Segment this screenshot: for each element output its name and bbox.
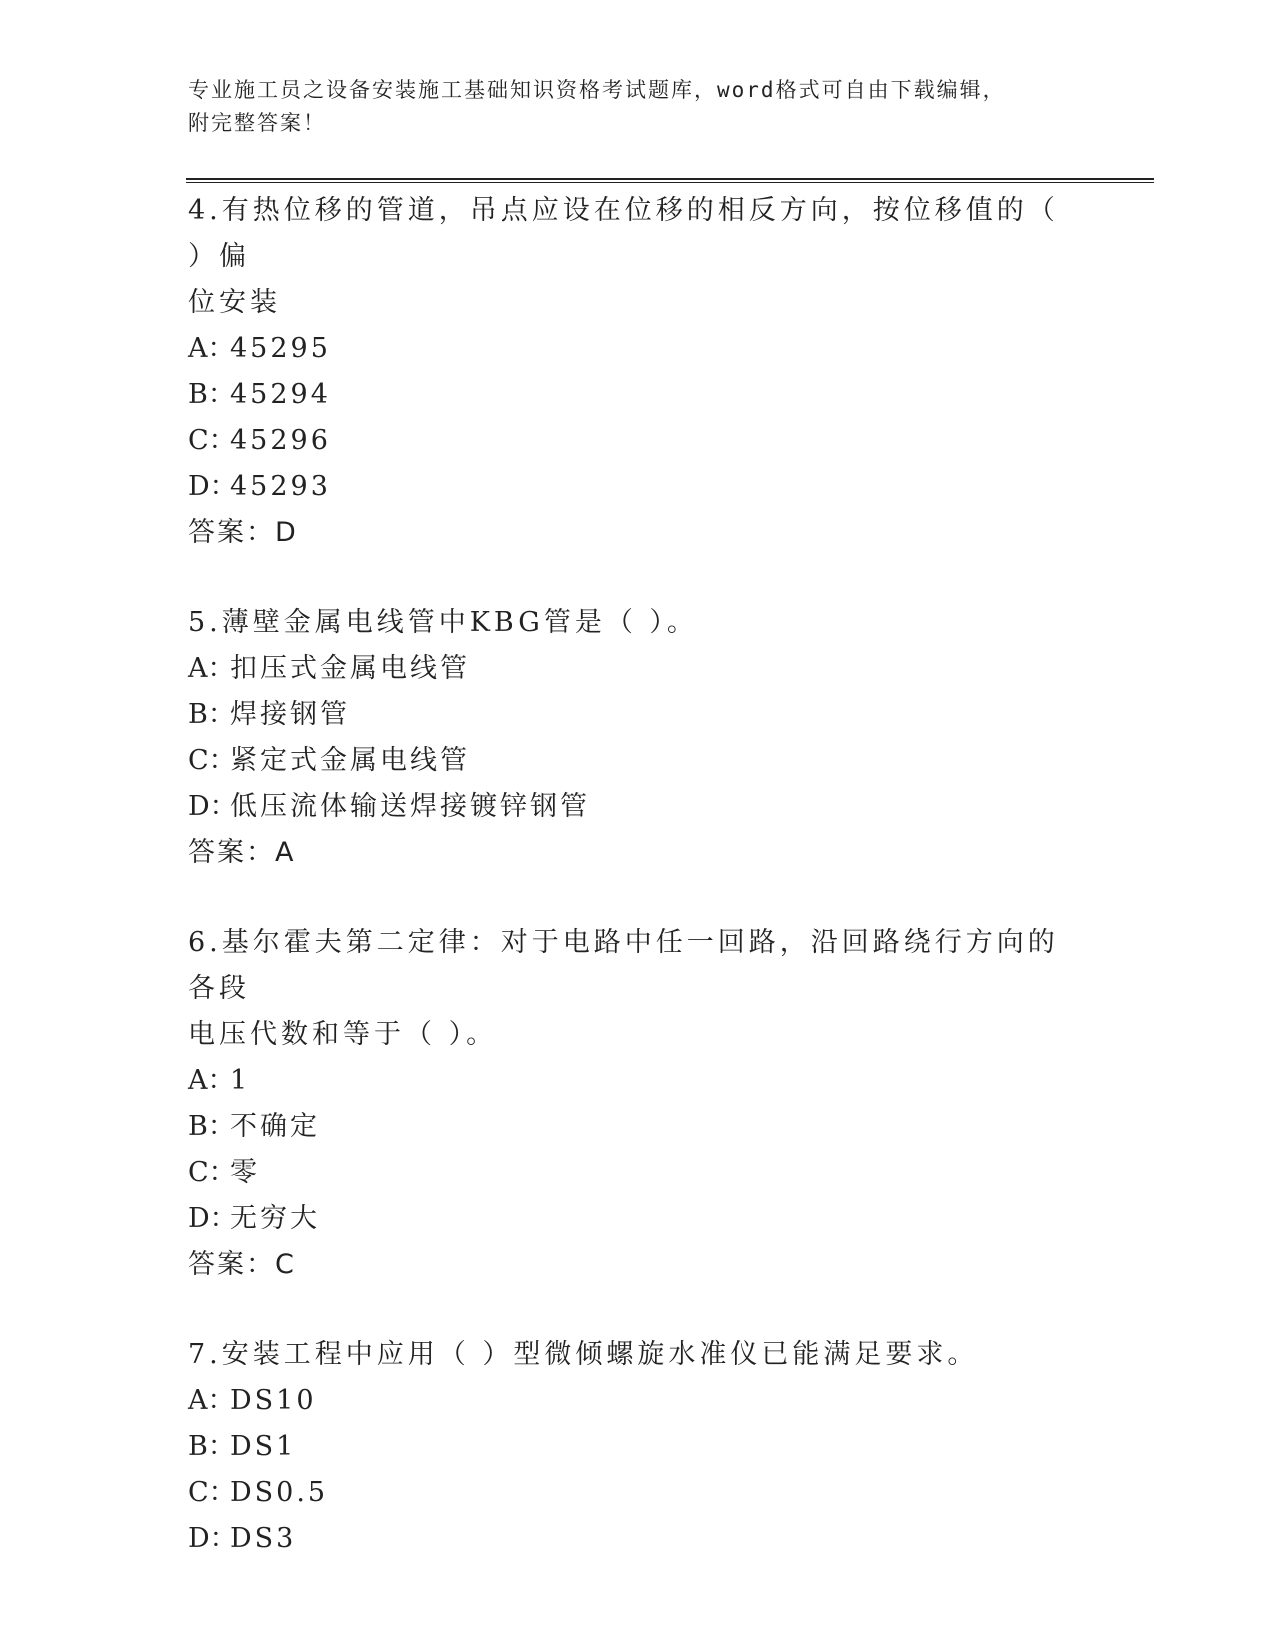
option-text: DS1 (230, 1431, 297, 1462)
option-letter: B： (188, 699, 235, 730)
option-c (188, 738, 1088, 784)
question-text-line-2: 电压代数和等于（ ）。 (188, 1019, 498, 1050)
option-a (188, 646, 1088, 692)
option-b (188, 372, 1088, 418)
document-header (188, 74, 1068, 140)
option-letter: D： (188, 1203, 237, 1234)
option-text: 零 (230, 1157, 260, 1188)
answer-line: 答案：D (188, 517, 298, 548)
option-letter: C： (188, 745, 236, 776)
option-d (188, 1196, 1088, 1242)
option-c (188, 1470, 1088, 1516)
answer-line: 答案：A (188, 837, 296, 868)
header-divider-thin (186, 182, 1154, 183)
question-text (188, 600, 1088, 646)
option-letter: B： (188, 1111, 235, 1142)
header-line-1: 专业施工员之设备安装施工基础知识资格考试题库，word格式可自由下载编辑， (188, 78, 1006, 102)
option-letter: A： (188, 1065, 235, 1096)
option-text: 焊接钢管 (230, 699, 350, 730)
option-text: DS10 (230, 1385, 317, 1416)
option-letter: D： (188, 471, 237, 502)
option-letter: A： (188, 653, 235, 684)
option-c (188, 418, 1088, 464)
question-text (188, 188, 1088, 326)
question-text (188, 920, 1088, 1058)
option-text: 低压流体输送焊接镀锌钢管 (230, 791, 590, 822)
option-text: 扣压式金属电线管 (230, 653, 470, 684)
option-text: 45296 (230, 425, 331, 456)
question-5 (188, 600, 1088, 876)
option-d (188, 784, 1088, 830)
header-divider-thick (186, 178, 1154, 180)
option-letter: A： (188, 1385, 235, 1416)
option-text: 无穷大 (230, 1203, 320, 1234)
question-spacer (188, 1288, 1088, 1332)
question-text-line-1: 6.基尔霍夫第二定律：对于电路中任一回路，沿回路绕行方向的各段 (188, 927, 1059, 1004)
option-text: 45293 (230, 471, 331, 502)
question-6 (188, 920, 1088, 1288)
option-letter: C： (188, 1477, 236, 1508)
option-letter: B： (188, 379, 235, 410)
question-list (188, 188, 1088, 1562)
header-line-2: 附完整答案！ (188, 111, 326, 135)
option-text: DS3 (230, 1523, 297, 1554)
option-b (188, 692, 1088, 738)
option-text: 不确定 (230, 1111, 320, 1142)
option-text: 1 (230, 1065, 251, 1096)
option-d (188, 1516, 1088, 1562)
option-a (188, 1378, 1088, 1424)
option-text: DS0.5 (230, 1477, 329, 1508)
question-spacer (188, 876, 1088, 920)
option-b (188, 1424, 1088, 1470)
question-text-line-1: 4.有热位移的管道，吊点应设在位移的相反方向，按位移值的（ ）偏 (188, 195, 1059, 272)
question-text-line-2: 位安装 (188, 287, 281, 318)
option-text: 45294 (230, 379, 331, 410)
option-text: 紧定式金属电线管 (230, 745, 470, 776)
question-7 (188, 1332, 1088, 1562)
question-text (188, 1332, 1088, 1378)
option-letter: D： (188, 791, 237, 822)
question-text-line-1: 5.薄壁金属电线管中KBG管是（ ）。 (188, 607, 698, 638)
option-d (188, 464, 1088, 510)
option-text: 45295 (230, 333, 331, 364)
option-letter: C： (188, 1157, 236, 1188)
option-letter: D： (188, 1523, 237, 1554)
option-c (188, 1150, 1088, 1196)
question-text-line-1: 7.安装工程中应用（ ）型微倾螺旋水准仪已能满足要求。 (188, 1339, 979, 1370)
option-letter: A： (188, 333, 235, 364)
option-a (188, 1058, 1088, 1104)
question-spacer (188, 556, 1088, 600)
option-letter: C： (188, 425, 236, 456)
question-4 (188, 188, 1088, 556)
option-letter: B： (188, 1431, 235, 1462)
answer-line: 答案：C (188, 1249, 296, 1280)
option-a (188, 326, 1088, 372)
option-b (188, 1104, 1088, 1150)
